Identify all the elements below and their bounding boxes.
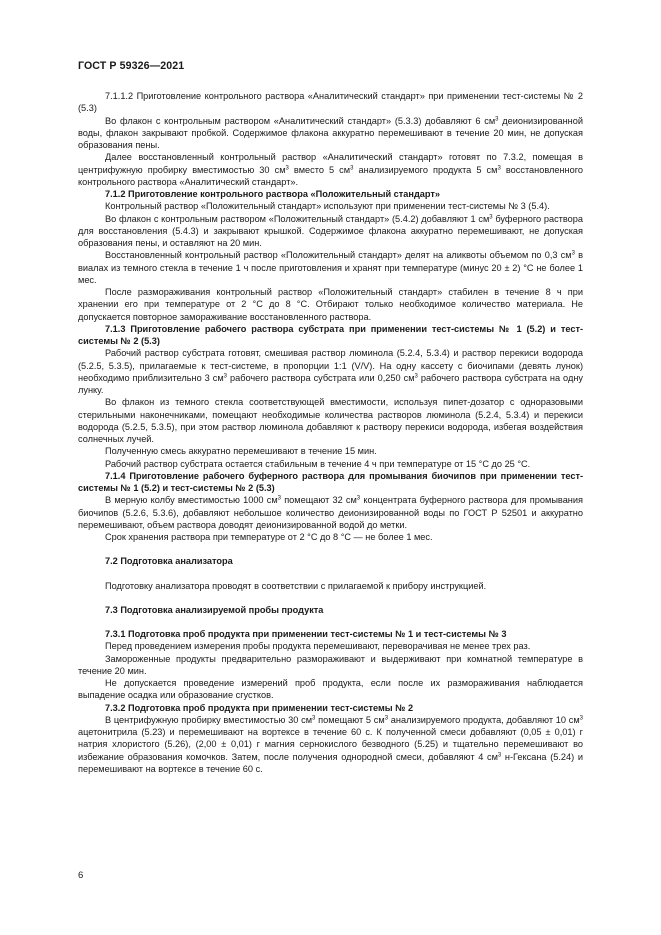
section-heading: 7.1.2 Приготовление контрольного раствора «Положительный стандарт» [105, 189, 440, 199]
paragraph: 7.1.1.2 Приготовление контрольного раствора «Аналитический стандарт» при применении тест-системы № 2 (5.3) [78, 91, 583, 114]
document-body [78, 90, 583, 775]
page-number: 6 [78, 870, 84, 881]
paragraph: В центрифужную пробирку вместимостью 30 $см^3$ помещают 5 $см^3$ анализируемого продукта, добавляют 10 $см^3$ ацетонитрила (5.23) и перемешивают на вортексе в течение 60 с. К полученной смеси добавляют (0,05 ± 0,01) г натрия хлористого (5.26), (2,00 ± 0,01) г магния сернокислого безводного (5.25) и тщательно перемешивают во избежание образования комочков. Затем, после получения однородной смеси, добавляют 4 $см^3$ н-Гексана (5.24) и перемешивают на вортексе в течение 60 с. [78, 714, 583, 774]
section-heading: 7.1.4 Приготовление рабочего буферного раствора для промывания биочипов при применении тест-системы № 1 (5.2) и тест-системы № 2 (5.3) [78, 470, 583, 493]
paragraph: Рабочий раствор субстрата готовят, смешивая раствор люминола (5.2.4, 5.3.4) и раствор перекиси водорода (5.2.5, 5.3.5), прилагаемые к тест-системе, в пропорции 1:1 (V/V). На одну кассету с биочипами (девять лунок) необходимо приблизительно 3 $см^3$ рабочего раствора субстрата или 0,250 $см^3$ рабочего раствора субстрата на одну лунку. [78, 348, 583, 395]
paragraph: Контрольный раствор «Положительный стандарт» используют при применении тест-системы № 3 (5.4). [105, 201, 550, 212]
paragraph: Не допускается проведение измерений проб продукта, если после их размораживания наблюдается выпадение осадка или образование сгустков. [78, 678, 583, 701]
paragraph: Во флакон с контрольным раствором «Положительный стандарт» (5.4.2) добавляют 1 $см^3$ буферного раствора для восстановления (5.4.3) и закрывают крышкой. Содержимое флакона аккуратно перемешивают, не допуская образования пены, и оставляют на 20 мин. [78, 213, 583, 248]
paragraph: После размораживания контрольный раствор «Положительный стандарт» стабилен в течение 8 ч при хранении его при температуре от 2 °С до 8 °С. Отбирают только необходимое количество материала. Не допускается повторное замораживание восстановленного раствора. [78, 287, 583, 322]
paragraph: Срок хранения раствора при температуре от 2 °С до 8 °С — не более 1 мес. [105, 532, 433, 542]
paragraph: В мерную колбу вместимостью 1000 $см^3$ помещают 32 $см^3$ концентрата буферного раствора для промывания биочипов (5.2.6, 5.3.6), добавляют небольшое количество деионизированной воды по ГОСТ Р 52501 и аккуратно перемешивают, объем раствора доводят деионизированной водой до метки. [78, 495, 583, 530]
section-heading: 7.2 Подготовка анализатора [105, 556, 233, 567]
paragraph: Рабочий раствор субстрата остается стабильным в течение 4 ч при температуре от 15 °С до 25 °С. [105, 458, 531, 469]
document-header: ГОСТ Р 59326—2021 [78, 60, 185, 72]
superscript: 3 [495, 116, 499, 122]
paragraph: Полученную смесь аккуратно перемешивают в течение 15 мин. [105, 446, 377, 457]
section-heading: 7.3.2 Подготовка проб продукта при применении тест-системы № 2 [105, 702, 414, 713]
paragraph: Далее восстановленный контрольный раствор «Аналитический стандарт» готовят по 7.3.2, помещая в центрифужную пробирку вместимостью 30 $см^3$ вместо 5 $см^3$ анализируемого продукта 5 $см^3$ восстановленного контрольного раствора «Аналитический стандарт». [78, 152, 583, 187]
paragraph: Во флакон с контрольным раствором «Аналитический стандарт» (5.3.3) добавляют 6 $см^3$ деионизированной воды, флакон закрывают пробкой. Содержимое флакона аккуратно перемешивают в течение 20 мин, не допуская образования пены. [78, 115, 583, 150]
paragraph: Подготовку анализатора проводят в соответствии с прилагаемой к прибору инструкцией. [105, 580, 487, 591]
paragraph: Замороженные продукты предварительно размораживают и выдерживают при комнатной температуре в течение 20 мин. [78, 653, 583, 676]
section-heading: 7.3.1 Подготовка проб продукта при применении тест-системы № 1 и тест-системы № 3 [105, 629, 507, 639]
paragraph: Восстановленный контрольный раствор «Положительный стандарт» делят на аликвоты объемом по 0,3 $см^3$ в виалах из темного стекла в течение 1 ч после приготовления и хранят при температуре (минус 20 ± 2) °С не более 1 мес. [78, 250, 583, 285]
section-heading: 7.3 Подготовка анализируемой пробы продукта [105, 604, 324, 615]
paragraph: Во флакон из темного стекла соответствующей вместимости, используя пипет-дозатор с одноразовыми стерильными наконечниками, помещают необходимые количества растворов люминола (5.2.4, 5.3.4) и перекиси водорода (5.2.5, 5.3.5), при этом раствор люминола добавляют к раствору перекиси водорода, избегая воздействия солнечных лучей. [78, 397, 583, 444]
section-heading: 7.1.3 Приготовление рабочего раствора субстрата при применении тест-системы № 1 (5.2) и тест-системы № 2 (5.3) [78, 323, 583, 346]
paragraph: Перед проведением измерения пробы продукта перемешивают, переворачивая не менее трех раз. [105, 641, 531, 652]
